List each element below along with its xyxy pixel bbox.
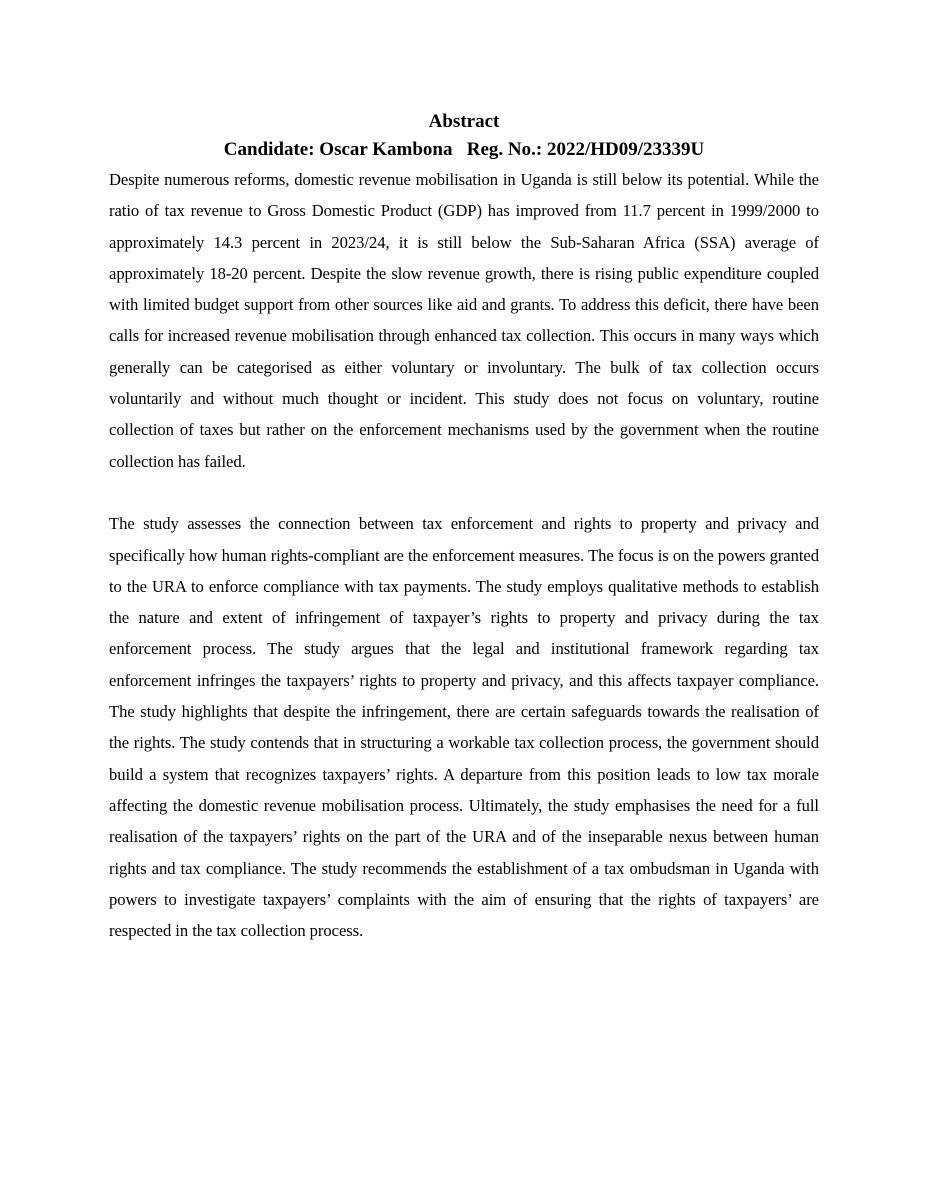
abstract-paragraph-1: Despite numerous reforms, domestic revenue mobilisation in Uganda is still below its potential. While the ratio of tax revenue to Gross Domestic Product (GDP) has improved from 11.7 percent in 1999/2000 to approximately 14.3 percent in 2023/24, it is still below the Sub-Saharan Africa (SSA) average of approximately 18-20 percent. Despite the slow revenue growth, there is rising public expenditure coupled with limited budget support from other sources like aid and grants. To address this deficit, there have been calls for increased revenue mobilisation through enhanced tax collection. This occurs in many ways which generally can be categorised as either voluntary or involuntary. The bulk of tax collection occurs voluntarily and without much thought or incident. This study does not focus on voluntary, routine collection of taxes but rather on the enforcement mechanisms used by the government when the routine collection has failed. [109, 170, 819, 471]
abstract-paragraph-2: The study assesses the connection between tax enforcement and rights to property and privacy and specifically how human rights-compliant are the enforcement measures. The focus is on the powers granted to the URA to enforce compliance with tax payments. The study employs qualitative methods to establish the nature and extent of infringement of taxpayer’s rights to property and privacy during the tax enforcement process. The study argues that the legal and institutional framework regarding tax enforcement infringes the taxpayers’ rights to property and privacy, and this affects taxpayer compliance. The study highlights that despite the infringement, there are certain safeguards towards the realisation of the rights. The study contends that in structuring a workable tax collection process, the government should build a system that recognizes taxpayers’ rights. A departure from this position leads to low tax morale affecting the domestic revenue mobilisation process. Ultimately, the study emphasises the need for a full realisation of the taxpayers’ rights on the part of the URA and of the inseparable nexus between human rights and tax compliance. The study recommends the establishment of a tax ombudsman in Uganda with powers to investigate taxpayers’ complaints with the aim of ensuring that the rights of taxpayers’ are respected in the tax collection process. [109, 514, 819, 941]
abstract-title: Abstract [428, 111, 500, 132]
candidate-line: Candidate: Oscar Kambona Reg. No.: 2022/HD09/23339U [223, 139, 705, 160]
document-page [109, 108, 819, 946]
